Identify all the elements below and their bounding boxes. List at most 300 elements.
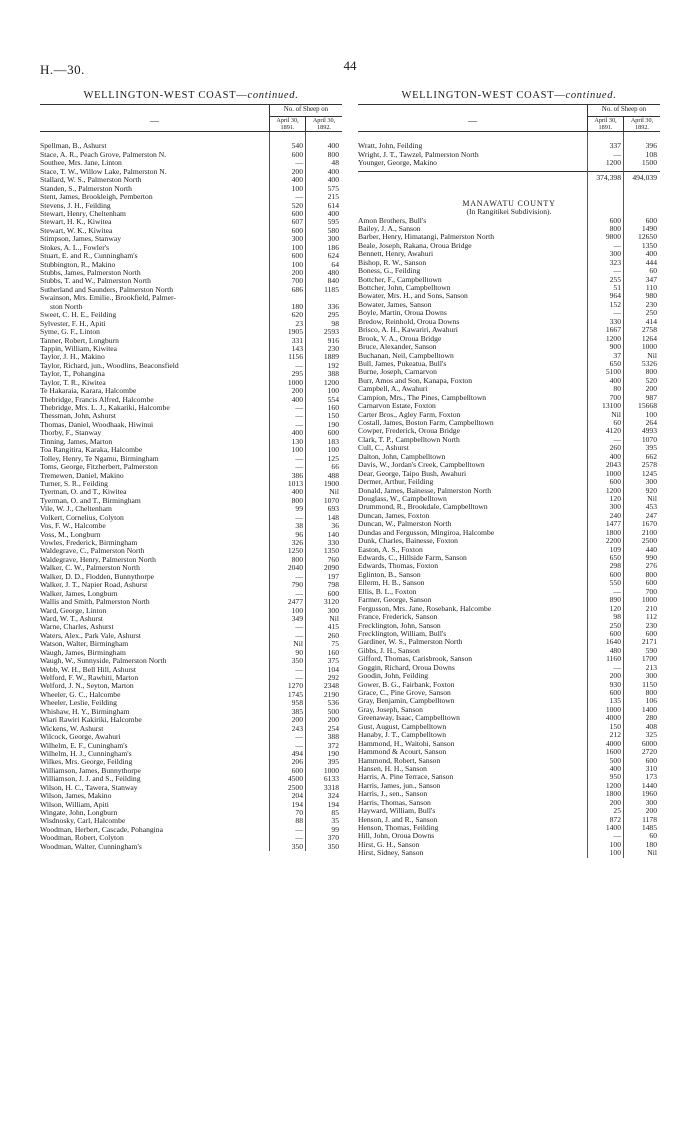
sheep-1891: 349 xyxy=(291,613,303,623)
owner-name: Webb, W. H., Bell Hill, Ashurst xyxy=(40,665,136,674)
sheep-1892: 800 xyxy=(645,688,657,698)
sheep-1892: 110 xyxy=(645,283,657,293)
owner-name: Stace, T. W., Willow Lake, Palmerston N. xyxy=(40,167,167,176)
owner-name: Tyerman, O. and T., Kiwitea xyxy=(40,488,127,497)
sheep-1891: 4000 xyxy=(605,713,621,723)
sheep-1891: 700 xyxy=(291,276,303,286)
sheep-1891: 206 xyxy=(291,757,303,767)
sheep-1891: 152 xyxy=(609,299,621,309)
sheep-1891: — xyxy=(295,833,303,843)
sheep-1892: 453 xyxy=(645,502,657,512)
sheep-1892: 280 xyxy=(645,713,657,723)
owner-name: Greenaway, Isaac, Campbelltown xyxy=(358,714,460,723)
owner-name: Wickens, W. Ashurst xyxy=(40,724,104,733)
owner-name: Wilhelm, E. F., Cuningham's xyxy=(40,741,128,750)
sheep-1891: 1156 xyxy=(288,352,303,362)
sheep-1891: 1667 xyxy=(605,325,621,335)
left-header-1892: April 30, 1892. xyxy=(312,117,336,131)
owner-name: Thorby, F., Stanway xyxy=(40,429,102,438)
owner-name: Hammond, H., Waitohi, Sanson xyxy=(358,739,455,748)
sheep-1892: 980 xyxy=(645,291,657,301)
owner-name: Wratt, John, Feilding xyxy=(358,142,423,151)
sheep-1891: — xyxy=(613,240,621,250)
owner-name: Dunk, Charles, Bainesse, Foxton xyxy=(358,537,458,546)
sheep-1892: 2593 xyxy=(323,327,339,337)
owner-name: Voss, M., Longburn xyxy=(40,530,101,539)
total-1891: 374,398 xyxy=(596,172,621,182)
sheep-1892: 254 xyxy=(327,723,339,733)
sheep-1891: 600 xyxy=(609,569,621,579)
owner-name: Williamson, J. J. and S., Feilding xyxy=(40,775,141,784)
sheep-1891: 298 xyxy=(609,561,621,571)
sheep-1892: 150 xyxy=(327,411,339,421)
sheep-1891: — xyxy=(613,149,621,159)
sheep-1891: 800 xyxy=(291,495,303,505)
sheep-1891: 1200 xyxy=(605,158,621,168)
page-reference: H.—30. xyxy=(40,62,85,77)
sheep-1891: 200 xyxy=(291,268,303,278)
sheep-1891: 194 xyxy=(291,799,303,809)
owner-name: Wilcock, George, Awahuri xyxy=(40,733,121,742)
sheep-1892: 2500 xyxy=(641,536,657,546)
owner-name: Tinning, James, Marton xyxy=(40,437,113,446)
owner-name: Volkert, Cornelius, Colyton xyxy=(40,513,124,522)
sheep-1891: 25 xyxy=(613,806,621,816)
sheep-1892: 1070 xyxy=(323,495,339,505)
sheep-1891: 600 xyxy=(609,215,621,225)
right-header-name: — xyxy=(468,116,477,127)
sheep-1891: 950 xyxy=(609,772,621,782)
sheep-1892: 2090 xyxy=(323,563,339,573)
sheep-1892: 300 xyxy=(327,234,339,244)
owner-name: Waters, Alex., Park Vale, Ashurst xyxy=(40,631,141,640)
sheep-1892: 200 xyxy=(645,806,657,816)
sheep-1891: 2043 xyxy=(605,460,621,470)
sheep-1892: 760 xyxy=(327,554,339,564)
owner-name: Amon Brothers, Bull's xyxy=(358,216,427,225)
owner-name: Carnarvon Estate, Foxton xyxy=(358,402,436,411)
sheep-1892: 112 xyxy=(645,612,657,622)
sheep-1892: 160 xyxy=(327,647,339,657)
sheep-1892: 180 xyxy=(645,839,657,849)
sheep-1891: 1400 xyxy=(605,823,621,833)
sheep-1891: 350 xyxy=(291,656,303,666)
owner-name: Brisco, A. H., Kawariri, Awahuri xyxy=(358,326,458,335)
sheep-1892: 1960 xyxy=(641,789,657,799)
sheep-1892: 4993 xyxy=(641,426,657,436)
owner-name: Hammond, Robert, Sanson xyxy=(358,756,441,765)
owner-name: Sylvester, F. H., Apiti xyxy=(40,319,106,328)
owner-name: Fergusson, Mrs. Jane, Rosebank, Halcombe xyxy=(358,604,492,613)
sheep-1892: 1700 xyxy=(641,654,657,664)
sheep-1892: 370 xyxy=(327,833,339,843)
sheep-1892: 324 xyxy=(327,791,339,801)
sheep-1891: 386 xyxy=(291,470,303,480)
owner-name: Hansen, H. H., Sanson xyxy=(358,764,427,773)
sheep-1891: 135 xyxy=(609,696,621,706)
sheep-1891: 1000 xyxy=(287,377,303,387)
owner-name: Stewart, Henry, Cheltenham xyxy=(40,209,126,218)
sheep-1891: 100 xyxy=(291,259,303,269)
sheep-1892: 1440 xyxy=(641,780,657,790)
owner-name: Goodin, John, Feilding xyxy=(358,672,429,681)
sheep-1892: 300 xyxy=(645,671,657,681)
sheep-1892: 1000 xyxy=(641,342,657,352)
sheep-1892: 3318 xyxy=(323,782,339,792)
sheep-1892: 99 xyxy=(331,824,339,834)
sheep-1891: — xyxy=(295,588,303,598)
owner-name: Goggin, Richard, Oroua Downs xyxy=(358,663,455,672)
owner-name: Harris, James, jun., Sanson xyxy=(358,781,441,790)
owner-name: Walker, James, Longburn xyxy=(40,589,118,598)
sheep-1891: 494 xyxy=(291,748,303,758)
owner-name: Welford, J. N., Seyton, Marton xyxy=(40,682,134,691)
sheep-1892: 1264 xyxy=(641,333,657,343)
sheep-1892: 444 xyxy=(645,257,657,267)
owner-name: Vos, F. W., Halcombe xyxy=(40,522,106,531)
sheep-1892: 575 xyxy=(327,183,339,193)
sheep-1892: 230 xyxy=(327,343,339,353)
owner-name: Swainson, Mrs. Emilie., Brookfield, Palmer- xyxy=(40,294,176,303)
sheep-1891: 600 xyxy=(609,688,621,698)
sheep-1891: 100 xyxy=(291,445,303,455)
owner-name: Toa Rangitira, Karaka, Halcombe xyxy=(40,446,143,455)
owner-name: Gibbs, J. H., Sanson xyxy=(358,646,420,655)
sheep-1892: 595 xyxy=(327,217,339,227)
right-header-group: No. of Sheep on xyxy=(588,105,660,117)
sheep-1892: 1400 xyxy=(641,704,657,714)
right-column-title xyxy=(358,92,660,100)
left-column-title xyxy=(40,92,342,100)
sheep-1891: 337 xyxy=(609,141,621,151)
sheep-1891: — xyxy=(295,192,303,202)
owner-name: Farmer, George, Sanson xyxy=(358,596,432,605)
sheep-1891: 1200 xyxy=(605,780,621,790)
sheep-1891: 800 xyxy=(291,554,303,564)
sheep-1891: — xyxy=(295,158,303,168)
owner-name: Taylor, T., Pohangina xyxy=(40,370,105,379)
sheep-1891: 1000 xyxy=(605,704,621,714)
sheep-1891: 100 xyxy=(291,242,303,252)
right-header-1891: April 30, 1891. xyxy=(588,117,624,131)
total-1892: 494,039 xyxy=(632,172,657,182)
sheep-1891: 13100 xyxy=(602,401,621,411)
sheep-1891: 540 xyxy=(291,141,303,151)
sheep-1891: 300 xyxy=(609,502,621,512)
sheep-1892: 1000 xyxy=(323,765,339,775)
sheep-1891: 204 xyxy=(291,791,303,801)
sheep-1892: 1178 xyxy=(642,814,657,824)
owner-name: Waugh, James, Birmingham xyxy=(40,648,126,657)
sheep-1892: 480 xyxy=(327,268,339,278)
owner-name: Warne, Charles, Ashurst xyxy=(40,623,114,632)
sheep-1892: 36 xyxy=(331,521,339,531)
sheep-1891: 650 xyxy=(609,358,621,368)
sheep-1892: 600 xyxy=(645,578,657,588)
sheep-1892: 916 xyxy=(327,335,339,345)
owner-name: Gray, Benjamin, Campbelltown xyxy=(358,697,455,706)
sheep-1892: 125 xyxy=(327,453,339,463)
sheep-1892: 2100 xyxy=(641,527,657,537)
total-row xyxy=(358,171,660,183)
sheep-1891: 300 xyxy=(609,249,621,259)
sheep-1891: 323 xyxy=(609,257,621,267)
sheep-1892: 292 xyxy=(327,673,339,683)
sheep-1891: 260 xyxy=(609,443,621,453)
owner-name: Stace, A. R., Peach Grove, Palmerston N. xyxy=(40,150,167,159)
sheep-1891: 37 xyxy=(613,350,621,360)
sheep-1892: 194 xyxy=(327,799,339,809)
owner-name: ston North xyxy=(50,302,83,311)
sheep-1892: 35 xyxy=(331,816,339,826)
sheep-1892: 210 xyxy=(645,603,657,613)
sheep-1891: 4500 xyxy=(287,774,303,784)
section-title: MANAWATU COUNTY xyxy=(462,198,556,208)
owner-name: Waldegrave, Henry, Palmerston North xyxy=(40,555,156,564)
owner-name: Boness, G., Feilding xyxy=(358,267,421,276)
sheep-1891: 60 xyxy=(613,418,621,428)
owner-name: Thessman, John, Ashurst xyxy=(40,412,116,421)
sheep-1891: — xyxy=(295,571,303,581)
right-table-header xyxy=(358,104,660,132)
sheep-1892: 414 xyxy=(645,316,657,326)
sheep-1892: 1350 xyxy=(323,546,339,556)
owner-name: Stewart, W. K., Kiwitea xyxy=(40,226,113,235)
right-table-body xyxy=(358,132,660,857)
sheep-1891: 120 xyxy=(609,603,621,613)
owner-name: Wright, J. T., Tawzel, Palmerston North xyxy=(358,150,479,159)
sheep-1892: 350 xyxy=(327,841,339,851)
owner-name: Waugh, W., Sunnyside, Palmerston North xyxy=(40,657,167,666)
sheep-1891: 520 xyxy=(291,200,303,210)
owner-name: Wilhelm, H. J., Cunningham's xyxy=(40,749,132,758)
sheep-1892: 200 xyxy=(327,715,339,725)
sheep-1891: 2040 xyxy=(287,563,303,573)
sheep-1892: 1200 xyxy=(323,377,339,387)
sheep-1892: 247 xyxy=(645,510,657,520)
owner-name: Stubbs, James, Palmerston North xyxy=(40,269,141,278)
sheep-1891: 200 xyxy=(291,386,303,396)
owner-name: Wallis and Smith, Palmerston North xyxy=(40,598,150,607)
sheep-1891: — xyxy=(295,360,303,370)
owner-name: Hill, John, Oroua Downs xyxy=(358,832,435,841)
owner-name: Gust, August, Campbelltown xyxy=(358,722,447,731)
owner-name: Campion, Mrs., The Pines, Campbelltown xyxy=(358,393,487,402)
sheep-1892: 64 xyxy=(331,259,339,269)
sheep-1891: 326 xyxy=(291,538,303,548)
sheep-1892: 700 xyxy=(645,586,657,596)
sheep-1892: 624 xyxy=(327,251,339,261)
sheep-1892: 488 xyxy=(327,470,339,480)
sheep-1891: 51 xyxy=(613,283,621,293)
owner-name: Taylor, T. R., Kiwitea xyxy=(40,378,106,387)
sheep-1892: 1000 xyxy=(641,595,657,605)
right-title-continued: continued. xyxy=(565,90,617,101)
sheep-1892: 230 xyxy=(645,620,657,630)
sheep-1891: 120 xyxy=(609,493,621,503)
sheep-1892: 800 xyxy=(645,367,657,377)
owner-name: Bredow, Reinhold, Oroua Downs xyxy=(358,317,460,326)
sheep-1891: 23 xyxy=(295,318,303,328)
owner-name: Cowper, Frederick, Oroua Bridge xyxy=(358,427,460,436)
sheep-1892: 140 xyxy=(327,529,339,539)
sheep-1892: 2171 xyxy=(641,637,657,647)
sheep-1891: 1800 xyxy=(605,527,621,537)
sheep-1891: — xyxy=(295,732,303,742)
sheep-1891: 100 xyxy=(609,848,621,858)
owner-name: Eglinton, B., Sanson xyxy=(358,570,421,579)
sheep-1892: 375 xyxy=(327,656,339,666)
sheep-1892: 15668 xyxy=(638,401,657,411)
sheep-1892: 100 xyxy=(327,386,339,396)
sheep-1892: 310 xyxy=(645,763,657,773)
sheep-1891: 600 xyxy=(291,149,303,159)
owner-name: Wilson, H. C., Tawera, Stanway xyxy=(40,783,138,792)
sheep-1891: Nil xyxy=(293,639,303,649)
sheep-1891: 200 xyxy=(291,166,303,176)
sheep-1891: 1745 xyxy=(287,689,303,699)
sheep-1891: 38 xyxy=(295,521,303,531)
sheep-1892: 840 xyxy=(327,276,339,286)
sheep-1892: 440 xyxy=(645,544,657,554)
sheep-1891: — xyxy=(613,831,621,841)
owner-name: Wilkes, Mrs. George, Feilding xyxy=(40,758,133,767)
owner-name: Walker, D. D., Flodden, Bunnythorpe xyxy=(40,572,155,581)
sheep-1891: 212 xyxy=(609,730,621,740)
sheep-1892: 75 xyxy=(331,639,339,649)
sheep-1891: 96 xyxy=(295,529,303,539)
owner-name: Harris, J., sen., Sanson xyxy=(358,790,428,799)
sheep-1892: Nil xyxy=(329,613,339,623)
owner-name: Gray, Joseph, Sanson xyxy=(358,705,423,714)
sheep-1891: 400 xyxy=(609,375,621,385)
sheep-1892: 395 xyxy=(645,443,657,453)
owner-name: Dear, George, Taipo Bush, Awahuri xyxy=(358,469,467,478)
sheep-1892: 295 xyxy=(327,310,339,320)
sheep-1892: Nil xyxy=(647,350,657,360)
sheep-1892: 100 xyxy=(327,445,339,455)
sheep-1891: 890 xyxy=(609,595,621,605)
owner-name: Burr, Amos and Son, Kanapa, Foxton xyxy=(358,376,473,385)
sheep-1892: 2758 xyxy=(641,325,657,335)
table-row xyxy=(358,849,660,857)
owner-name: Donald, James, Bainesse, Palmerston North xyxy=(358,486,492,495)
sheep-1892: 1070 xyxy=(641,434,657,444)
owner-name: Stuart, E. and R., Cunningham's xyxy=(40,252,138,261)
sheep-1891: 400 xyxy=(291,428,303,438)
page-number: 44 xyxy=(343,58,357,73)
sheep-1892: 395 xyxy=(327,757,339,767)
sheep-1892: 388 xyxy=(327,732,339,742)
sheep-1891: 650 xyxy=(609,553,621,563)
owner-name: Tanner, Robert, Longburn xyxy=(40,336,119,345)
sheep-1892: 590 xyxy=(645,645,657,655)
owner-name: Thebridge, Francis Alfred, Halcombe xyxy=(40,395,154,404)
sheep-1891: — xyxy=(295,673,303,683)
owner-name: Stent, James, Brookleigh, Pemberton xyxy=(40,193,153,202)
sheep-1892: 400 xyxy=(327,166,339,176)
sheep-1891: 109 xyxy=(609,544,621,554)
sheep-1891: 2200 xyxy=(605,536,621,546)
sheep-1892: 1900 xyxy=(323,478,339,488)
owner-name: Duncan, James, Foxton xyxy=(358,511,430,520)
sheep-1891: 958 xyxy=(291,698,303,708)
owner-name: Ellis, B. L., Foxton xyxy=(358,587,417,596)
owner-name: Bailey, J. A., Sanson xyxy=(358,224,421,233)
sheep-1891: 1250 xyxy=(287,546,303,556)
sheep-1892: 798 xyxy=(327,580,339,590)
sheep-1892: 1490 xyxy=(641,223,657,233)
sheep-1892: 108 xyxy=(645,149,657,159)
sheep-1892: 148 xyxy=(327,512,339,522)
sheep-1892: 336 xyxy=(327,301,339,311)
owner-name: Stevens, J. H., Feilding xyxy=(40,201,111,210)
sheep-1891: 70 xyxy=(295,808,303,818)
owner-name: Harris, A. Pine Terrace, Sanson xyxy=(358,773,454,782)
sheep-1891: 4000 xyxy=(605,738,621,748)
sheep-1892: Nil xyxy=(647,493,657,503)
sheep-1891: 1270 xyxy=(287,681,303,691)
sheep-1892: 347 xyxy=(645,274,657,284)
sheep-1891: 620 xyxy=(291,310,303,320)
sheep-1892: 330 xyxy=(327,538,339,548)
sheep-1891: — xyxy=(295,411,303,421)
owner-name: Ward, W. T., Ashurst xyxy=(40,614,104,623)
sheep-1892: 197 xyxy=(327,571,339,581)
sheep-1892: 614 xyxy=(327,200,339,210)
sheep-1892: 2190 xyxy=(323,689,339,699)
sheep-1892: 48 xyxy=(331,158,339,168)
sheep-1892: 213 xyxy=(645,662,657,672)
owner-name: Wisdnosky, Carl, Halcombe xyxy=(40,817,126,826)
owner-name: Douglass, W., Campbelltown xyxy=(358,494,447,503)
sheep-1891: 100 xyxy=(291,183,303,193)
sheep-1891: 600 xyxy=(609,628,621,638)
owner-name: Hammond & Acourt, Sanson xyxy=(358,748,447,757)
owner-name: Bottcher, F., Campbelltown xyxy=(358,275,442,284)
owner-name: Clark, T. P., Campbelltown North xyxy=(358,435,460,444)
owner-name: Bottcher, John, Campbelltown xyxy=(358,284,451,293)
sheep-1891: 350 xyxy=(291,841,303,851)
table-row xyxy=(358,159,660,167)
owner-name: Wiari Rawiri Kakiriki, Halcombe xyxy=(40,716,142,725)
sheep-1891: — xyxy=(613,266,621,276)
owner-name: Stokes, A. L., Fowler's xyxy=(40,243,110,252)
left-title-main: WELLINGTON-WEST COAST— xyxy=(83,90,248,101)
sheep-1892: 520 xyxy=(645,375,657,385)
right-column xyxy=(358,92,660,858)
owner-name: Stewart, H. K., Kiwitea xyxy=(40,218,112,227)
sheep-1892: 200 xyxy=(645,384,657,394)
owner-name: Walker, C. W., Palmerston North xyxy=(40,564,140,573)
sheep-1891: 900 xyxy=(609,342,621,352)
owner-name: Te Hakaraia, Karara, Halcombe xyxy=(40,387,137,396)
sheep-1891: 100 xyxy=(291,605,303,615)
sheep-1892: 300 xyxy=(327,605,339,615)
sheep-1891: 600 xyxy=(291,208,303,218)
left-header-group: No. of Sheep on xyxy=(270,105,342,117)
sheep-1892: 98 xyxy=(331,318,339,328)
owner-name: Dundas and Fergusson, Mingiroa, Halcombe xyxy=(358,528,495,537)
sheep-1891: 964 xyxy=(609,291,621,301)
sheep-1892: 300 xyxy=(645,477,657,487)
sheep-1892: 536 xyxy=(327,698,339,708)
owner-name: Bull, James, Pukeatua, Bull's xyxy=(358,359,447,368)
owner-name: Brook, V. A., Oroua Bridge xyxy=(358,334,442,343)
owner-name: Davis, W., Jordan's Creek, Campbelltown xyxy=(358,461,485,470)
owner-name: Harris, Thomas, Sanson xyxy=(358,798,431,807)
sheep-1891: — xyxy=(295,622,303,632)
